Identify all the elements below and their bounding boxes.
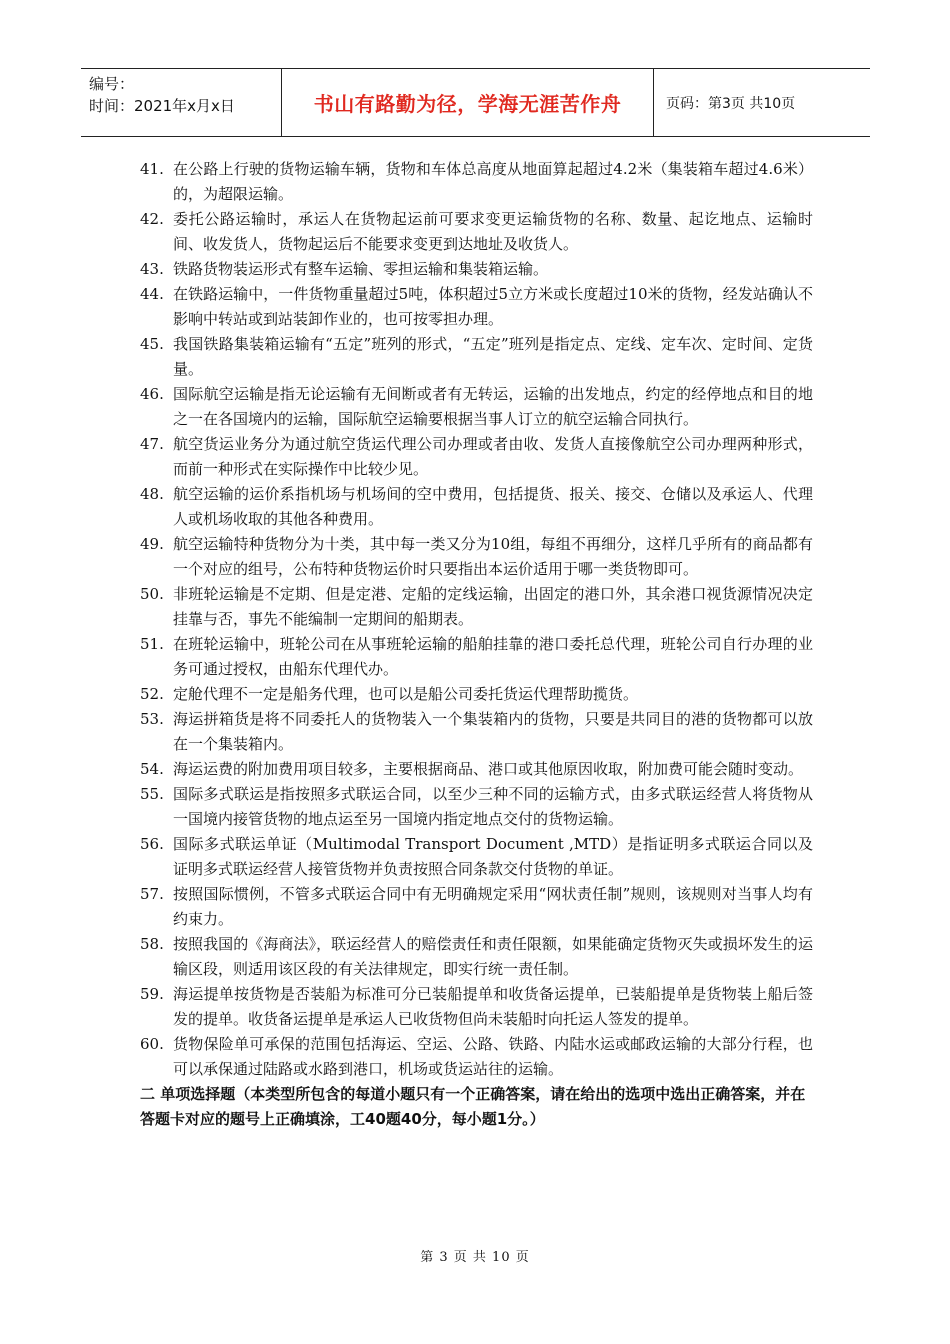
list-item (140, 207, 813, 257)
list-item (140, 532, 813, 582)
list-item (140, 482, 813, 532)
item-text: 货物保险单可承保的范围包括海运、空运、公路、铁路、内陆水运或邮政运输的大部分行程，也可以承保通过陆路或水路到港口，机场或货运站往的运输。 (173, 1035, 813, 1078)
item-text: 在铁路运输中，一件货物重量超过5吨，体积超过5立方米或长度超过10米的货物，经发站确认不影响中转站或到站装卸作业的，也可按零担办理。 (173, 285, 813, 328)
item-text: 国际多式联运单证（Multimodal Transport Document ,MTD）是指证明多式联运合同以及证明多式联运经营人接管货物并负责按照合同条款交付货物的单证。 (173, 835, 813, 878)
item-text: 航空运输的运价系指机场与机场间的空中费用，包括提货、报关、接交、仓储以及承运人、代理人或机场收取的其他各种费用。 (173, 485, 813, 528)
list-item (140, 832, 813, 882)
item-number: 59. (140, 985, 164, 1003)
list-item (140, 632, 813, 682)
question-list (140, 157, 813, 1132)
item-number: 51. (140, 635, 164, 653)
item-number: 42. (140, 210, 164, 228)
list-item (140, 882, 813, 932)
list-item (140, 982, 813, 1032)
list-item (140, 757, 813, 782)
list-item (140, 932, 813, 982)
item-text: 在公路上行驶的货物运输车辆，货物和车体总高度从地面算起超过4.2米（集装箱车超过4.6米）的，为超限运输。 (173, 160, 813, 203)
item-text: 委托公路运输时，承运人在货物起运前可要求变更运输货物的名称、数量、起讫地点、运输时间、收发货人，货物起运后不能要求变更到达地址及收货人。 (173, 210, 813, 253)
item-number: 56. (140, 835, 164, 853)
item-number: 48. (140, 485, 164, 503)
item-text: 定舱代理不一定是船务代理，也可以是船公司委托货运代理帮助揽货。 (173, 685, 639, 703)
item-text: 在班轮运输中，班轮公司在从事班轮运输的船舶挂靠的港口委托总代理，班轮公司自行办理的业务可通过授权，由船东代理代办。 (173, 635, 813, 678)
item-number: 54. (140, 760, 164, 778)
list-item (140, 282, 813, 332)
item-number: 57. (140, 885, 164, 903)
list-item (140, 257, 813, 282)
item-number: 52. (140, 685, 164, 703)
item-text: 我国铁路集装箱运输有“五定”班列的形式，“五定”班列是指定点、定线、定车次、定时间、定货量。 (173, 335, 813, 378)
item-text: 国际航空运输是指无论运输有无间断或者有无转运，运输的出发地点，约定的经停地点和目的地之一在各国境内的运输，国际航空运输要根据当事人订立的航空运输合同执行。 (173, 385, 813, 428)
item-text: 海运提单按货物是否装船为标准可分已装船提单和收货备运提单，已装船提单是货物装上船后签发的提单。收货备运提单是承运人已收货物但尚未装船时向托运人签发的提单。 (173, 985, 813, 1028)
item-text: 按照我国的《海商法》，联运经营人的赔偿责任和责任限额，如果能确定货物灭失或损坏发生的运输区段，则适用该区段的有关法律规定，即实行统一责任制。 (173, 935, 813, 978)
header-meta-cell (81, 69, 282, 136)
item-text: 海运拼箱货是将不同委托人的货物装入一个集装箱内的货物，只要是共同目的港的货物都可以放在一个集装箱内。 (173, 710, 813, 753)
item-text: 铁路货物装运形式有整车运输、零担运输和集装箱运输。 (173, 260, 549, 278)
list-item (140, 157, 813, 207)
item-text: 国际多式联运是指按照多式联运合同，以至少三种不同的运输方式，由多式联运经营人将货物从一国境内接管货物的地点运至另一国境内指定地点交付的货物运输。 (173, 785, 813, 828)
list-item (140, 332, 813, 382)
list-item (140, 432, 813, 482)
item-number: 50. (140, 585, 164, 603)
code-label: 编号： (89, 75, 135, 93)
header-motto: 书山有路勤为径，学海无涯苦作舟 (282, 69, 654, 136)
item-number: 53. (140, 710, 164, 728)
page-footer: 第 3 页 共 10 页 (420, 1250, 530, 1265)
header-page-label: 页码：第3页 共10页 (666, 95, 796, 112)
list-item (140, 707, 813, 757)
list-item (140, 582, 813, 632)
item-number: 45. (140, 335, 164, 353)
list-item (140, 782, 813, 832)
list-item (140, 382, 813, 432)
item-text: 航空货运业务分为通过航空货运代理公司办理或者由收、发货人直接像航空公司办理两种形式，而前一种形式在实际操作中比较少见。 (173, 435, 813, 478)
item-text: 海运运费的附加费用项目较多，主要根据商品、港口或其他原因收取，附加费可能会随时变动。 (173, 760, 804, 778)
item-number: 44. (140, 285, 164, 303)
item-number: 41. (140, 160, 164, 178)
section-heading: 二 单项选择题（本类型所包含的每道小题只有一个正确答案，请在给出的选项中选出正确答案，并在答题卡对应的题号上正确填涂，工40题40分，每小题1分。） (140, 1085, 806, 1128)
item-number: 46. (140, 385, 164, 403)
item-text: 航空运输特种货物分为十类，其中每一类又分为10组，每组不再细分，这样几乎所有的商品都有一个对应的组号，公布特种货物运价时只要指出本运价适用于哪一类货物即可。 (173, 535, 813, 578)
item-number: 47. (140, 435, 164, 453)
list-item (140, 1032, 813, 1082)
item-number: 55. (140, 785, 164, 803)
item-text: 非班轮运输是不定期、但是定港、定船的定线运输，出固定的港口外，其余港口视货源情况决定挂靠与否，事先不能编制一定期间的船期表。 (173, 585, 813, 628)
item-number: 49. (140, 535, 164, 553)
page-header (81, 68, 870, 137)
item-text: 按照国际惯例，不管多式联运合同中有无明确规定采用“网状责任制”规则，该规则对当事人均有约束力。 (173, 885, 813, 928)
list-item (140, 682, 813, 707)
item-number: 43. (140, 260, 164, 278)
item-number: 60. (140, 1035, 164, 1053)
item-number: 58. (140, 935, 164, 953)
time-label: 时间：2021年x月x日 (89, 97, 235, 115)
